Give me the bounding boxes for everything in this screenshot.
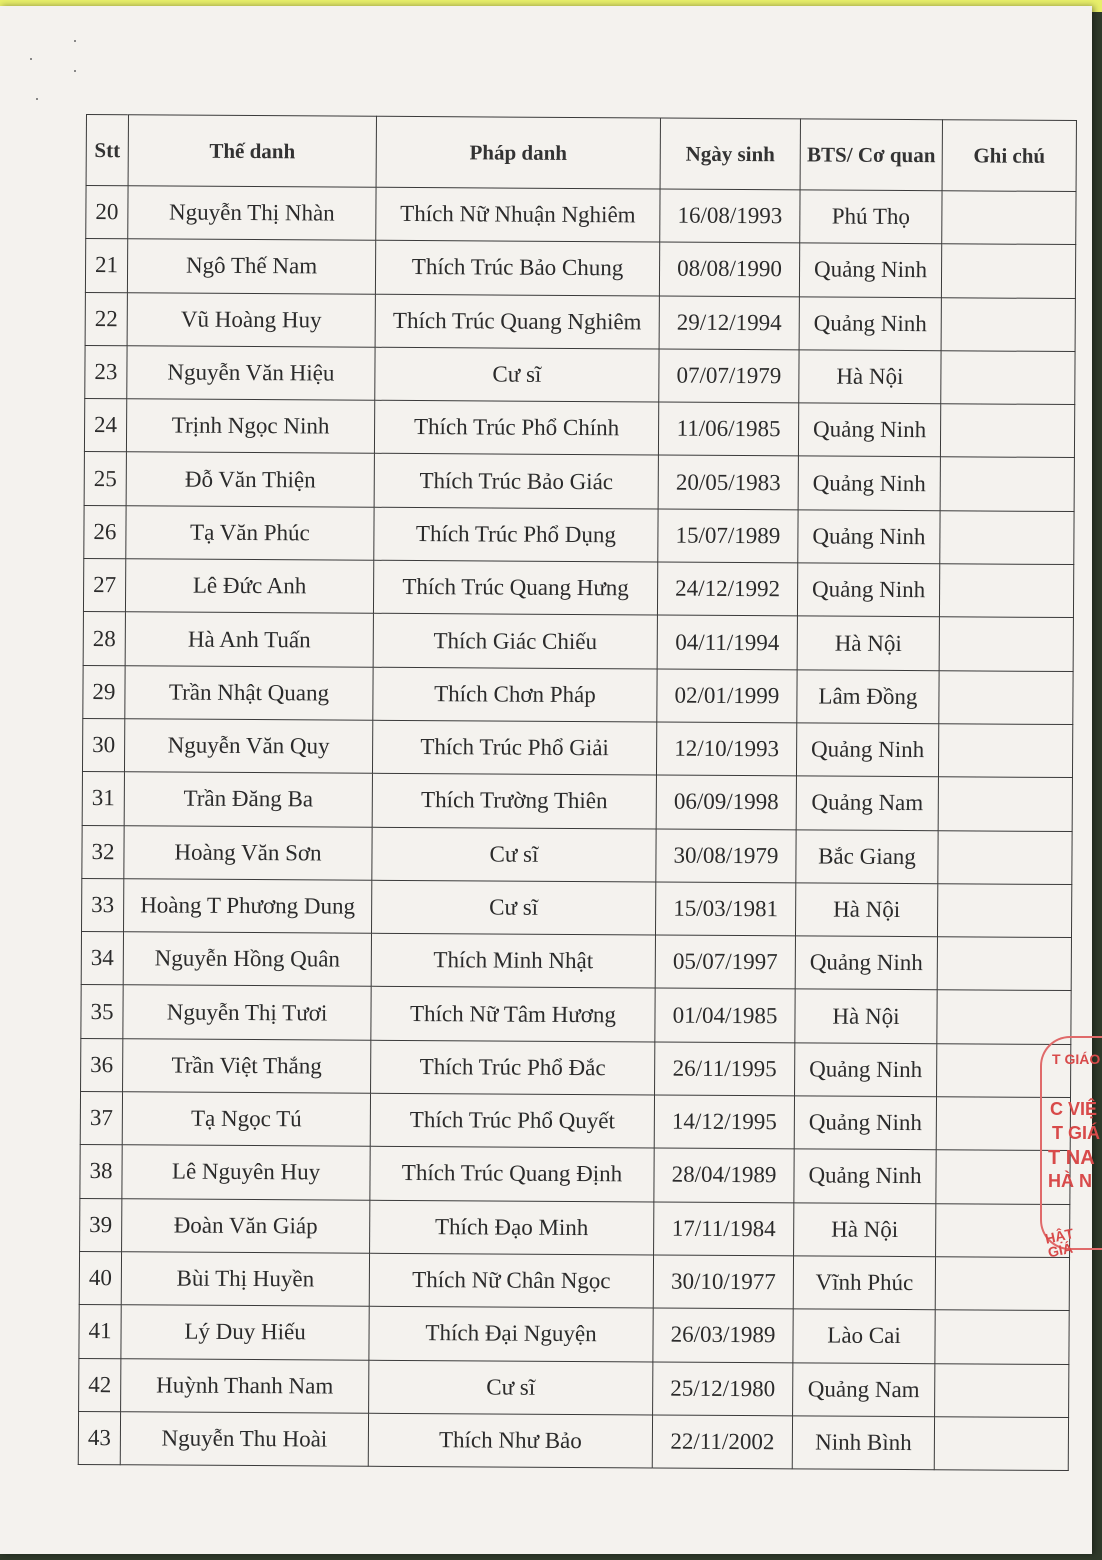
- cell-the-danh: Nguyễn Hồng Quân: [123, 932, 371, 987]
- cell-ngay-sinh: 20/05/1983: [658, 455, 798, 509]
- cell-the-danh: Tạ Ngọc Tú: [122, 1092, 370, 1147]
- cell-ngay-sinh: 17/11/1984: [654, 1202, 794, 1256]
- cell-ngay-sinh: 30/08/1979: [656, 829, 796, 883]
- cell-the-danh: Nguyễn Văn Hiệu: [127, 346, 375, 401]
- cell-ghi-chu: [942, 191, 1076, 245]
- cell-phap-danh: Thích Đại Nguyện: [369, 1306, 653, 1361]
- seal-text: C VIỆ: [1050, 1099, 1098, 1119]
- cell-phap-danh: Thích Trúc Quang Hưng: [373, 560, 657, 615]
- cell-bts: Quảng Ninh: [796, 723, 938, 777]
- header-phap-danh: Pháp danh: [376, 116, 660, 189]
- cell-stt: 26: [84, 505, 126, 559]
- cell-the-danh: Đỗ Văn Thiện: [126, 452, 374, 507]
- cell-stt: 29: [83, 665, 125, 719]
- table-row: [81, 1038, 1071, 1097]
- cell-ngay-sinh: 04/11/1994: [657, 615, 797, 669]
- cell-phap-danh: Thích Trúc Bảo Chung: [375, 241, 659, 296]
- cell-ngay-sinh: 08/08/1990: [659, 242, 799, 296]
- cell-ngay-sinh: 29/12/1994: [659, 296, 799, 350]
- cell-the-danh: Vũ Hoàng Huy: [127, 292, 375, 347]
- table-row: [79, 1251, 1069, 1310]
- cell-ngay-sinh: 15/07/1989: [658, 509, 798, 563]
- cell-ghi-chu: [937, 937, 1071, 991]
- cell-bts: Quảng Ninh: [794, 1096, 936, 1150]
- seal-border: [1040, 1036, 1102, 1250]
- cell-phap-danh: Thích Trúc Quang Nghiêm: [375, 294, 659, 349]
- table-row: [85, 292, 1075, 351]
- cell-phap-danh: Cư sĩ: [375, 347, 659, 402]
- cell-bts: Quảng Ninh: [797, 563, 939, 617]
- table-row: [85, 345, 1075, 404]
- table-row: [86, 186, 1076, 245]
- cell-ngay-sinh: 25/12/1980: [653, 1362, 793, 1416]
- red-seal-stamp: [1040, 1036, 1102, 1261]
- cell-ghi-chu: [938, 777, 1072, 831]
- cell-stt: 34: [81, 932, 123, 986]
- member-register-table: [78, 114, 1077, 1471]
- cell-ngay-sinh: 24/12/1992: [657, 562, 797, 616]
- cell-phap-danh: Thích Minh Nhật: [371, 933, 655, 988]
- table-row: [82, 718, 1072, 777]
- cell-ghi-chu: [934, 1417, 1068, 1471]
- cell-bts: Quảng Ninh: [794, 1149, 936, 1203]
- cell-stt: 23: [85, 345, 127, 399]
- cell-bts: Lào Cai: [793, 1309, 935, 1363]
- table-row: [82, 825, 1072, 884]
- cell-bts: Hà Nội: [797, 616, 939, 670]
- cell-ngay-sinh: 02/01/1999: [657, 669, 797, 723]
- cell-phap-danh: Thích Giác Chiếu: [373, 614, 657, 669]
- cell-stt: 27: [83, 559, 125, 613]
- cell-bts: Quảng Nam: [793, 1362, 935, 1416]
- table-row: [80, 1198, 1070, 1257]
- cell-ngay-sinh: 12/10/1993: [656, 722, 796, 776]
- cell-stt: 24: [84, 399, 126, 453]
- cell-ngay-sinh: 22/11/2002: [652, 1415, 792, 1469]
- cell-stt: 36: [81, 1038, 123, 1092]
- seal-text: T GIÁ: [1052, 1123, 1100, 1143]
- cell-the-danh: Tạ Văn Phúc: [126, 506, 374, 561]
- table-row: [79, 1305, 1069, 1364]
- header-ghi-chu: Ghi chú: [942, 120, 1076, 192]
- cell-the-danh: Hoàng Văn Sơn: [124, 825, 372, 880]
- cell-phap-danh: Thích Trúc Phổ Giải: [372, 720, 656, 775]
- seal-text: T NA: [1048, 1147, 1095, 1169]
- cell-bts: Quảng Ninh: [798, 510, 940, 564]
- table-row: [80, 1092, 1070, 1151]
- seal-text: HÀ N: [1048, 1171, 1092, 1191]
- table-body: [78, 186, 1076, 1471]
- cell-bts: Quảng Ninh: [795, 1043, 937, 1097]
- table-row: [80, 1145, 1070, 1204]
- document-page: [0, 6, 1101, 1554]
- cell-phap-danh: Thích Trường Thiên: [372, 774, 656, 829]
- table-row: [84, 452, 1074, 511]
- cell-phap-danh: Cư sĩ: [369, 1360, 653, 1415]
- cell-ghi-chu: [940, 404, 1074, 458]
- table-row: [83, 612, 1073, 671]
- cell-the-danh: Huỳnh Thanh Nam: [121, 1358, 369, 1413]
- cell-the-danh: Nguyễn Văn Quy: [124, 719, 372, 774]
- cell-phap-danh: Cư sĩ: [372, 827, 656, 882]
- header-ngay-sinh: Ngày sinh: [660, 118, 800, 190]
- cell-phap-danh: Thích Trúc Phổ Quyết: [370, 1093, 654, 1148]
- header-stt: Stt: [86, 115, 128, 186]
- cell-ghi-chu: [937, 884, 1071, 938]
- cell-bts: Quảng Ninh: [795, 936, 937, 990]
- cell-stt: 39: [80, 1198, 122, 1252]
- cell-ghi-chu: [935, 1310, 1069, 1364]
- cell-phap-danh: Thích Trúc Bảo Giác: [374, 454, 658, 509]
- table-row: [78, 1411, 1068, 1470]
- table-row: [79, 1358, 1069, 1417]
- cell-stt: 40: [79, 1251, 121, 1305]
- table-header-row: [86, 115, 1076, 192]
- table-row: [81, 932, 1071, 991]
- cell-stt: 41: [79, 1305, 121, 1359]
- cell-ghi-chu: [941, 297, 1075, 351]
- cell-the-danh: Nguyễn Thị Nhàn: [128, 186, 376, 241]
- cell-bts: Hà Nội: [799, 350, 941, 404]
- cell-phap-danh: Thích Trúc Phổ Dụng: [374, 507, 658, 562]
- cell-stt: 35: [81, 985, 123, 1039]
- cell-the-danh: Ngô Thế Nam: [127, 239, 375, 294]
- cell-bts: Bắc Giang: [796, 829, 938, 883]
- cell-ghi-chu: [938, 724, 1072, 778]
- cell-stt: 20: [86, 186, 128, 240]
- cell-bts: Quảng Ninh: [799, 243, 941, 297]
- table-row: [83, 559, 1073, 618]
- cell-bts: Hà Nội: [795, 883, 937, 937]
- cell-the-danh: Lê Nguyên Huy: [122, 1145, 370, 1200]
- cell-the-danh: Lý Duy Hiếu: [121, 1305, 369, 1360]
- cell-phap-danh: Thích Trúc Phổ Chính: [374, 400, 658, 455]
- table-row: [84, 399, 1074, 458]
- cell-ngay-sinh: 26/11/1995: [655, 1042, 795, 1096]
- cell-phap-danh: Thích Chơn Pháp: [373, 667, 657, 722]
- cell-ngay-sinh: 11/06/1985: [658, 402, 798, 456]
- header-the-danh: Thế danh: [128, 115, 376, 188]
- cell-stt: 32: [82, 825, 124, 879]
- cell-stt: 37: [80, 1092, 122, 1146]
- cell-ghi-chu: [939, 564, 1073, 618]
- table-row: [83, 665, 1073, 724]
- cell-bts: Quảng Nam: [796, 776, 938, 830]
- cell-ghi-chu: [940, 457, 1074, 511]
- cell-stt: 38: [80, 1145, 122, 1199]
- cell-ngay-sinh: 26/03/1989: [653, 1308, 793, 1362]
- cell-bts: Hà Nội: [794, 1202, 936, 1256]
- cell-ngay-sinh: 30/10/1977: [653, 1255, 793, 1309]
- cell-ghi-chu: [939, 617, 1073, 671]
- cell-the-danh: Nguyễn Thị Tươi: [123, 985, 371, 1040]
- header-bts: BTS/ Cơ quan: [800, 119, 942, 191]
- table-row: [84, 505, 1074, 564]
- cell-phap-danh: Thích Trúc Quang Định: [370, 1147, 654, 1202]
- cell-stt: 28: [83, 612, 125, 666]
- cell-phap-danh: Thích Nữ Nhuận Nghiêm: [376, 187, 660, 242]
- table-row: [81, 985, 1071, 1044]
- cell-bts: Ninh Bình: [792, 1416, 934, 1470]
- cell-the-danh: Hà Anh Tuấn: [125, 612, 373, 667]
- cell-ghi-chu: [938, 830, 1072, 884]
- cell-bts: Quảng Ninh: [798, 403, 940, 457]
- cell-phap-danh: Thích Nữ Tâm Hương: [371, 987, 655, 1042]
- cell-stt: 30: [82, 718, 124, 772]
- cell-the-danh: Đoàn Văn Giáp: [122, 1198, 370, 1253]
- table-row: [82, 772, 1072, 831]
- cell-phap-danh: Cư sĩ: [371, 880, 655, 935]
- cell-ghi-chu: [941, 244, 1075, 298]
- cell-stt: 22: [85, 292, 127, 346]
- cell-ghi-chu: [935, 1363, 1069, 1417]
- cell-bts: Lâm Đồng: [797, 670, 939, 724]
- cell-ngay-sinh: 07/07/1979: [659, 349, 799, 403]
- cell-stt: 43: [78, 1411, 120, 1465]
- cell-bts: Phú Thọ: [800, 190, 942, 244]
- cell-ghi-chu: [941, 351, 1075, 405]
- cell-the-danh: Trần Việt Thắng: [123, 1038, 371, 1093]
- cell-the-danh: Lê Đức Anh: [125, 559, 373, 614]
- cell-ghi-chu: [935, 1257, 1069, 1311]
- cell-stt: 21: [85, 239, 127, 293]
- cell-bts: Quảng Ninh: [799, 296, 941, 350]
- cell-ngay-sinh: 06/09/1998: [656, 775, 796, 829]
- cell-phap-danh: Thích Như Bảo: [368, 1413, 652, 1468]
- cell-phap-danh: Thích Đạo Minh: [370, 1200, 654, 1255]
- cell-the-danh: Trần Nhật Quang: [125, 665, 373, 720]
- cell-the-danh: Bùi Thị Huyền: [121, 1252, 369, 1307]
- cell-ngay-sinh: 05/07/1997: [655, 935, 795, 989]
- cell-phap-danh: Thích Trúc Phổ Đắc: [371, 1040, 655, 1095]
- cell-bts: Quảng Ninh: [798, 456, 940, 510]
- cell-ghi-chu: [940, 511, 1074, 565]
- cell-ngay-sinh: 01/04/1985: [655, 988, 795, 1042]
- cell-ghi-chu: [939, 670, 1073, 724]
- cell-stt: 25: [84, 452, 126, 506]
- cell-the-danh: Hoàng T Phương Dung: [124, 879, 372, 934]
- cell-the-danh: Nguyễn Thu Hoài: [120, 1412, 368, 1467]
- cell-the-danh: Trịnh Ngọc Ninh: [126, 399, 374, 454]
- table-row: [85, 239, 1075, 298]
- cell-bts: Hà Nội: [795, 989, 937, 1043]
- cell-ngay-sinh: 28/04/1989: [654, 1148, 794, 1202]
- table-row: [82, 878, 1072, 937]
- seal-text: T GIÁO: [1052, 1051, 1101, 1067]
- cell-bts: Vĩnh Phúc: [793, 1256, 935, 1310]
- cell-ngay-sinh: 15/03/1981: [655, 882, 795, 936]
- seal-text: HẬT GIÁ: [1043, 1225, 1075, 1261]
- cell-stt: 33: [82, 878, 124, 932]
- cell-the-danh: Trần Đăng Ba: [124, 772, 372, 827]
- cell-phap-danh: Thích Nữ Chân Ngọc: [369, 1253, 653, 1308]
- cell-stt: 42: [79, 1358, 121, 1412]
- cell-ngay-sinh: 16/08/1993: [660, 189, 800, 243]
- cell-ngay-sinh: 14/12/1995: [654, 1095, 794, 1149]
- cell-stt: 31: [82, 772, 124, 826]
